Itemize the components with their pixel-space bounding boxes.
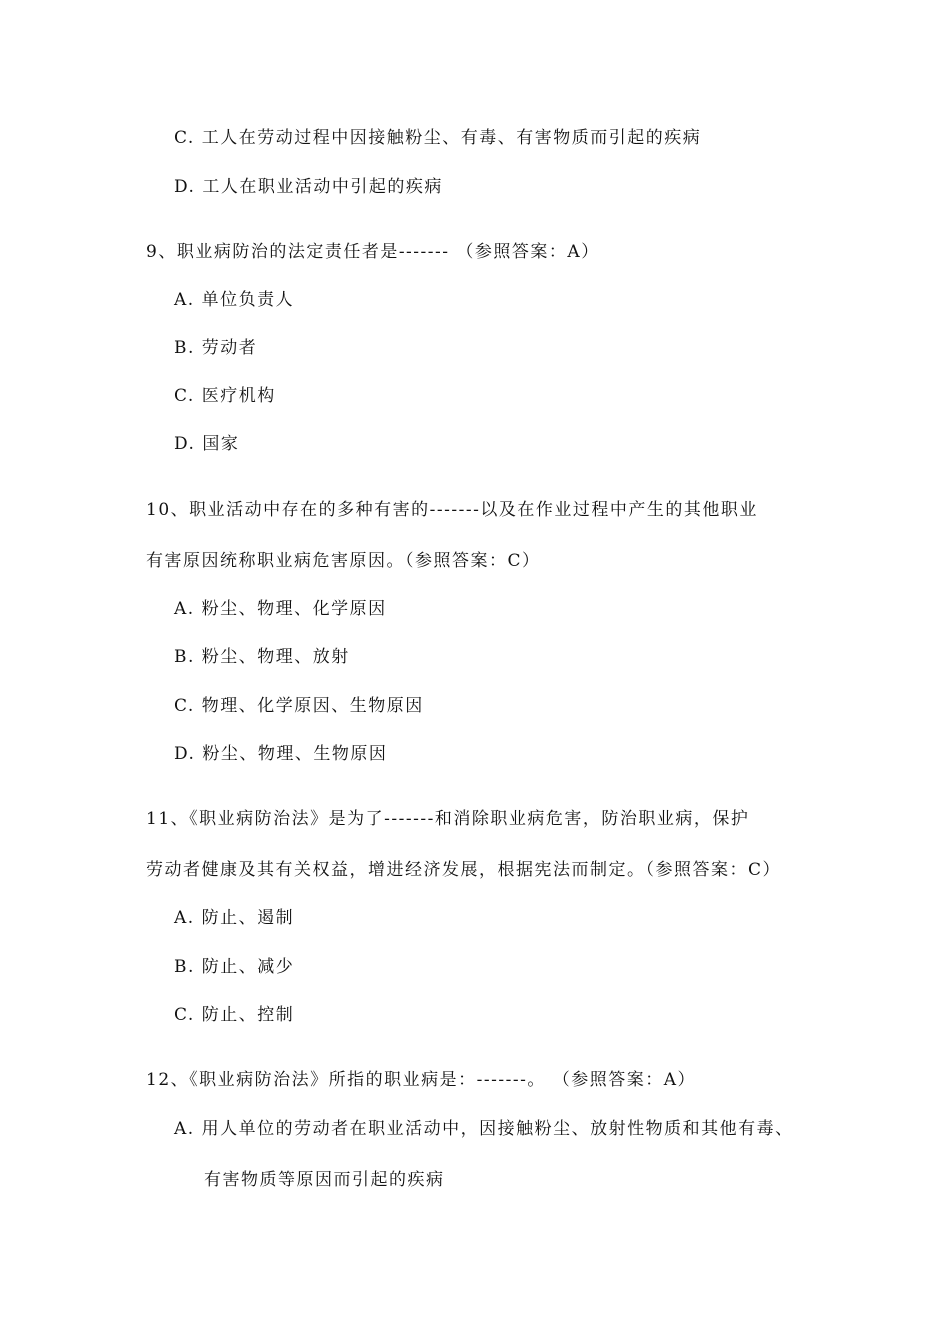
q10-option-d: D. 粉尘、物理、生物原因 [174, 744, 388, 764]
q8-option-c: C. 工人在劳动过程中因接触粉尘、有毒、有害物质而引起的疾病 [174, 128, 702, 148]
q9-option-c: C. 医疗机构 [174, 386, 276, 406]
q11-option-a: A. 防止、遏制 [174, 908, 295, 928]
q9-option-a: A. 单位负责人 [174, 290, 295, 310]
q11-option-b: B. 防止、减少 [174, 957, 295, 977]
question-11-line-1: 11、《职业病防治法》是为了-------和消除职业病危害，防治职业病，保护 [146, 809, 750, 829]
q10-option-b: B. 粉尘、物理、放射 [174, 647, 350, 667]
q9-option-b: B. 劳动者 [174, 338, 258, 358]
q10-option-c: C. 物理、化学原因、生物原因 [174, 696, 424, 716]
q12-option-a-line-1: A. 用人单位的劳动者在职业活动中，因接触粉尘、放射性物质和其他有毒、 [174, 1119, 794, 1139]
question-9: 9、职业病防治的法定责任者是------- （参照答案：A） [146, 242, 600, 262]
question-11-line-2: 劳动者健康及其有关权益，增进经济发展，根据宪法而制定。（参照答案：C） [146, 860, 782, 880]
q9-option-d: D. 国家 [174, 434, 240, 454]
q8-option-d: D. 工人在职业活动中引起的疾病 [174, 177, 443, 197]
question-12: 12、《职业病防治法》所指的职业病是：-------。 （参照答案：A） [146, 1070, 697, 1090]
q12-option-a-line-2: 有害物质等原因而引起的疾病 [204, 1170, 445, 1190]
q11-option-c: C. 防止、控制 [174, 1005, 295, 1025]
question-10-line-2: 有害原因统称职业病危害原因。（参照答案：C） [146, 551, 541, 571]
question-10-line-1: 10、职业活动中存在的多种有害的-------以及在作业过程中产生的其他职业 [146, 500, 758, 520]
q10-option-a: A. 粉尘、物理、化学原因 [174, 599, 387, 619]
